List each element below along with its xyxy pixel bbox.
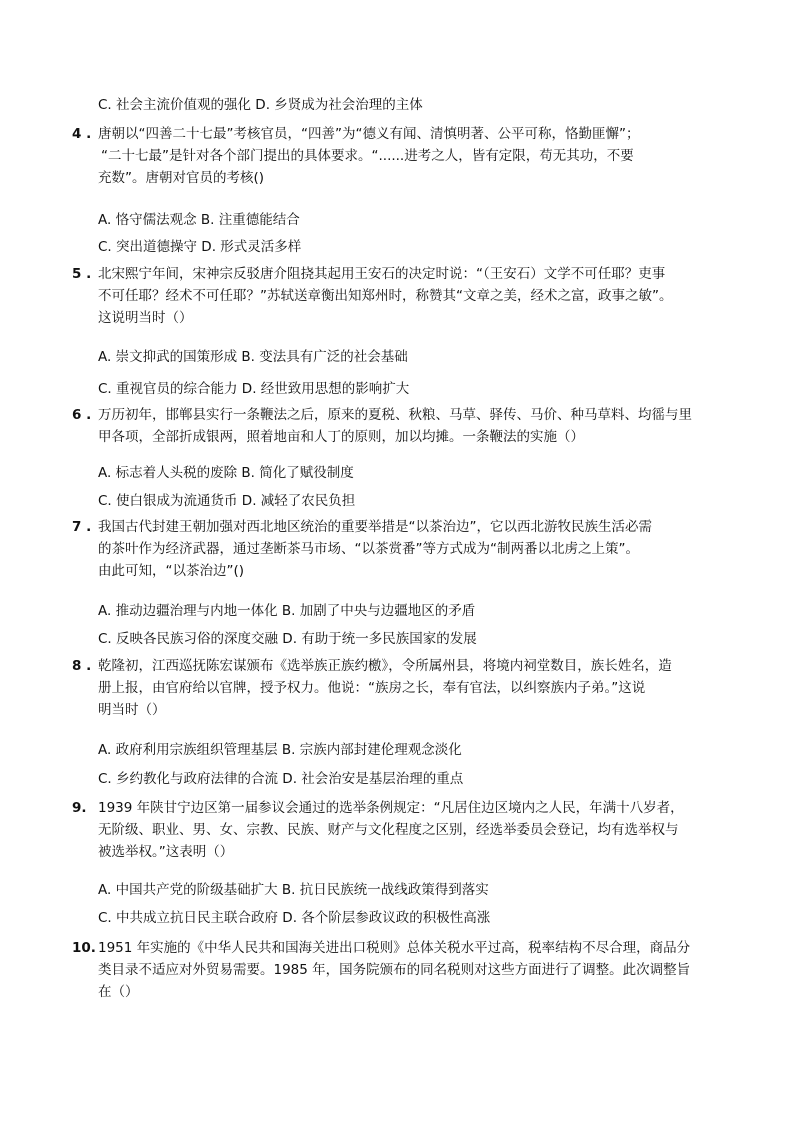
q8-options-ab: A. 政府利用宗族组织管理基层 B. 宗族内部封建伦理观念淡化 xyxy=(98,742,462,758)
question-number: 9. xyxy=(72,800,87,816)
question-text: 唐朝以“四善二十七最”考核官员，“四善”为“德义有闻、清慎明著、公平可称，恪勤匪懈”； xyxy=(98,126,640,142)
question-number: 4 . xyxy=(72,126,92,142)
question-text: 不可任耶？经术不可任耶？”苏轼送章衡出知郑州时，称赞其“文章之美，经术之富，政事之敏”。 xyxy=(98,288,673,304)
question-text: 由此可知，“以茶治边”() xyxy=(98,563,245,579)
question-text: 在（） xyxy=(98,984,139,1000)
question-number: 8 . xyxy=(72,658,92,674)
question-text: 类目录不适应对外贸易需要。1985 年，国务院颁布的同名税则对这些方面进行了调整。此次调整旨 xyxy=(98,962,691,978)
question-text: 北宋熙宁年间，宋神宗反驳唐介阻挠其起用王安石的决定时说：“（王安石）文学不可任耶？吏事 xyxy=(98,266,666,282)
question-text: 明当时（） xyxy=(98,702,166,718)
question-6 xyxy=(72,404,722,448)
q7-options-cd: C. 反映各民族习俗的深度交融 D. 有助于统一多民族国家的发展 xyxy=(98,631,477,647)
question-number: 10. xyxy=(72,940,96,956)
question-text: 甲各项，全部折成银两，照着地亩和人丁的原则，加以均摊。一条鞭法的实施（） xyxy=(98,429,584,445)
question-4 xyxy=(72,123,722,189)
question-text: 我国古代封建王朝加强对西北地区统治的重要举措是“以茶治边”，它以西北游牧民族生活必需 xyxy=(98,519,652,535)
question-text: 无阶级、职业、男、女、宗教、民族、财产与文化程度之区别，经选举委员会登记，均有选举权与 xyxy=(98,822,679,838)
q8-options-cd: C. 乡约教化与政府法律的合流 D. 社会治安是基层治理的重点 xyxy=(98,771,464,787)
q9-options-cd: C. 中共成立抗日民主联合政府 D. 各个阶层参政议政的积极性高涨 xyxy=(98,910,491,926)
question-text: 这说明当时（） xyxy=(98,310,193,326)
question-5 xyxy=(72,263,722,329)
question-text: 被选举权。”这表明（） xyxy=(98,844,234,860)
q3-options-cd: C. 社会主流价值观的强化 D. 乡贤成为社会治理的主体 xyxy=(98,97,423,113)
question-text: 充数”。唐朝对官员的考核() xyxy=(98,170,265,186)
question-number: 6 . xyxy=(72,407,92,423)
q4-options-cd: C. 突出道德操守 D. 形式灵活多样 xyxy=(98,239,302,255)
question-text: 1951 年实施的《中华人民共和国海关进出口税则》总体关税水平过高，税率结构不尽合理，商品分 xyxy=(98,940,691,956)
question-text: 1939 年陕甘宁边区第一届参议会通过的选举条例规定：“凡居住边区境内之人民，年满十八岁者， xyxy=(98,800,684,816)
q9-options-ab: A. 中国共产党的阶级基础扩大 B. 抗日民族统一战线政策得到落实 xyxy=(98,882,489,898)
q4-options-ab: A. 恪守儒法观念 B. 注重德能结合 xyxy=(98,212,300,228)
question-9 xyxy=(72,797,722,863)
q6-options-ab: A. 标志着人头税的废除 B. 简化了赋役制度 xyxy=(98,465,354,481)
question-8 xyxy=(72,655,722,721)
question-number: 7 . xyxy=(72,519,92,535)
question-text: 乾隆初，江西巡抚陈宏谋颁布《选举族正族约檄》，令所属州县，将境内祠堂数目，族长姓名，造 xyxy=(98,658,672,674)
question-text: 册上报，由官府给以官牌，授予权力。他说：“族房之长，奉有官法，以纠察族内子弟。”这说 xyxy=(98,680,646,696)
question-7 xyxy=(72,516,722,582)
question-text: “二十七最”是针对各个部门提出的具体要求。“......进考之人，皆有定限，苟无其功，不要 xyxy=(101,148,634,164)
q7-options-ab: A. 推动边疆治理与内地一体化 B. 加剧了中央与边疆地区的矛盾 xyxy=(98,603,476,619)
q5-options-cd: C. 重视官员的综合能力 D. 经世致用思想的影响扩大 xyxy=(98,381,410,397)
question-text: 万历初年，邯郸县实行一条鞭法之后，原来的夏税、秋粮、马草、驿传、马价、种马草料、均徭与里 xyxy=(98,407,692,423)
question-10 xyxy=(72,937,722,1003)
q6-options-cd: C. 使白银成为流通货币 D. 减轻了农民负担 xyxy=(98,493,356,509)
question-number: 5 . xyxy=(72,266,92,282)
question-text: 的茶叶作为经济武器，通过垄断茶马市场、“以茶赏番”等方式成为“制两番以北虏之上策”。 xyxy=(98,541,639,557)
q5-options-ab: A. 崇文抑武的国策形成 B. 变法具有广泛的社会基础 xyxy=(98,349,408,365)
